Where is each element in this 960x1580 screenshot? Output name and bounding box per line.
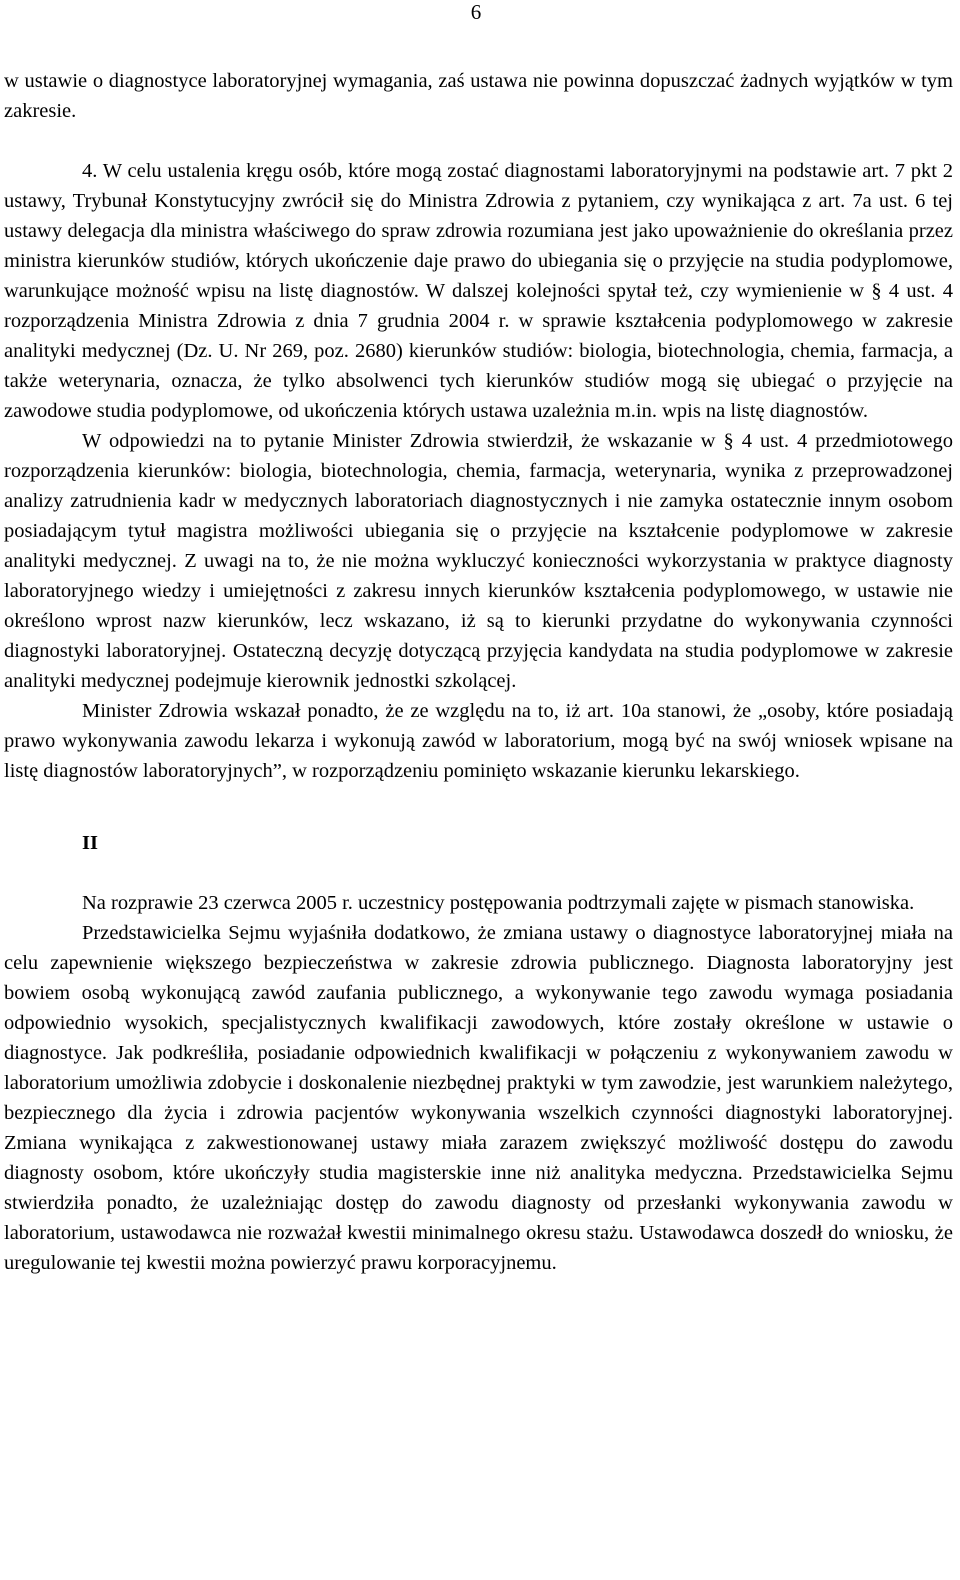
- paragraph-sejm-representative: Przedstawicielka Sejmu wyjaśniła dodatkowo, że zmiana ustawy o diagnostyce laboratoryjnej miała na celu zapewnienie większego bezpieczeństwa w zakresie zdrowia publicznego. Diagnosta laboratoryjny jest bowiem osobą wykonującą zawód zaufania publicznego, a wykonywanie tego zawodu wymaga posiadania odpowiednio wysokich, specjalistycznych kwalifikacji zawodowych, które zostały określone w ustawie o diagnostyce. Jak podkreśliła, posiadanie odpowiednich kwalifikacji w połączeniu z wykonywaniem zawodu w laboratorium umożliwia zdobycie i doskonalenie niezbędnej praktyki w tym zawodzie, jest warunkiem należytego, bezpiecznego dla życia i zdrowia pacjentów wykonywania wszelkich czynności diagnostyki laboratoryjnej. Zmiana wynikająca z zakwestionowanej ustawy miała zarazem zwiększyć możliwość dostępu do zawodu diagnosty osobom, które ukończyły studia magisterskie inne niż analityka medyczna. Przedstawicielka Sejmu stwierdziła ponadto, że uzależniając dostęp do zawodu diagnosty od przesłanki wykonywania zawodu w laboratorium, ustawodawca nie rozważał kwestii minimalnego okresu stażu. Ustawodawca doszedł do wniosku, że uregulowanie tej kwestii można powierzyć prawu korporacyjnemu.: [4, 922, 953, 1274]
- paragraph-minister-response: W odpowiedzi na to pytanie Minister Zdrowia stwierdził, że wskazanie w § 4 ust. 4 przedmiotowego rozporządzenia kierunków: biologia, biotechnologia, chemia, farmacja, weterynaria, wynika z przeprowadzonej analizy zatrudnienia kadr w medycznych laboratoriach diagnostycznych i nie zamyka ostatecznie innym osobom posiadającym tytuł magistra możliwości ubiegania się o przyjęcie na kształcenie podyplomowe w zakresie analityki medycznej. Z uwagi na to, że nie można wykluczyć konieczności wykorzystania w praktyce diagnosty laboratoryjnego wiedzy i umiejętności z zakresu innych kierunków kształcenia podyplomowego, w ustawie nie określono wprost nazw kierunków, lecz wskazano, iż są to kierunki przydatne do wykonywania czynności diagnostyki laboratoryjnej. Ostateczną decyzję dotyczącą przyjęcia kandydata na studia podyplomowe w zakresie analityki medycznej podejmuje kierownik jednostki szkolącej.: [4, 430, 953, 692]
- paragraph-point-4: 4. W celu ustalenia kręgu osób, które mogą zostać diagnostami laboratoryjnymi na podstawie art. 7 pkt 2 ustawy, Trybunał Konstytucyjny zwrócił się do Ministra Zdrowia z pytaniem, czy wynikająca z art. 7a ust. 6 tej ustawy delegacja dla ministra właściwego do spraw zdrowia rozumiana jest jako upoważnienie do określania przez ministra kierunków studiów, których ukończenie daje prawo do ubiegania się o przyjęcie na studia podyplomowe, warunkujące możność wpisu na listę diagnostów. W dalszej kolejności spytał też, czy wymienienie w § 4 ust. 4 rozporządzenia Ministra Zdrowia z dnia 7 grudnia 2004 r. w sprawie kształcenia podyplomowego w zakresie analityki medycznej (Dz. U. Nr 269, poz. 2680) kierunków studiów: biologia, biotechnologia, chemia, farmacja, a także weterynaria, oznacza, że tylko absolwenci tych kierunków studiów mogą się ubiegać o przyjęcie na zawodowe studia podyplomowe, od ukończenia których ustawa uzależnia m.in. wpis na listę diagnostów.: [4, 160, 953, 422]
- section-gap: [4, 786, 953, 828]
- paragraph-continuation: w ustawie o diagnostyce laboratoryjnej wymagania, zaś ustawa nie powinna dopuszczać żadnych wyjątków w tym zakresie.: [4, 70, 953, 122]
- paragraph-hearing: Na rozprawie 23 czerwca 2005 r. uczestnicy postępowania podtrzymali zajęte w pismach stanowiska.: [82, 892, 915, 914]
- paragraph-gap: [4, 126, 953, 156]
- section-gap: [4, 858, 953, 888]
- section-heading: II: [82, 832, 98, 854]
- page-number: 6: [470, 0, 482, 24]
- paragraph-minister-additional: Minister Zdrowia wskazał ponadto, że ze względu na to, iż art. 10a stanowi, że „osoby, które posiadają prawo wykonywania zawodu lekarza i wykonują zawód w laboratorium, mogą być na swój wniosek wpisane na listę diagnostów laboratoryjnych”, w rozporządzeniu pominięto wskazanie kierunku lekarskiego.: [4, 700, 953, 782]
- document-body: [4, 66, 953, 1278]
